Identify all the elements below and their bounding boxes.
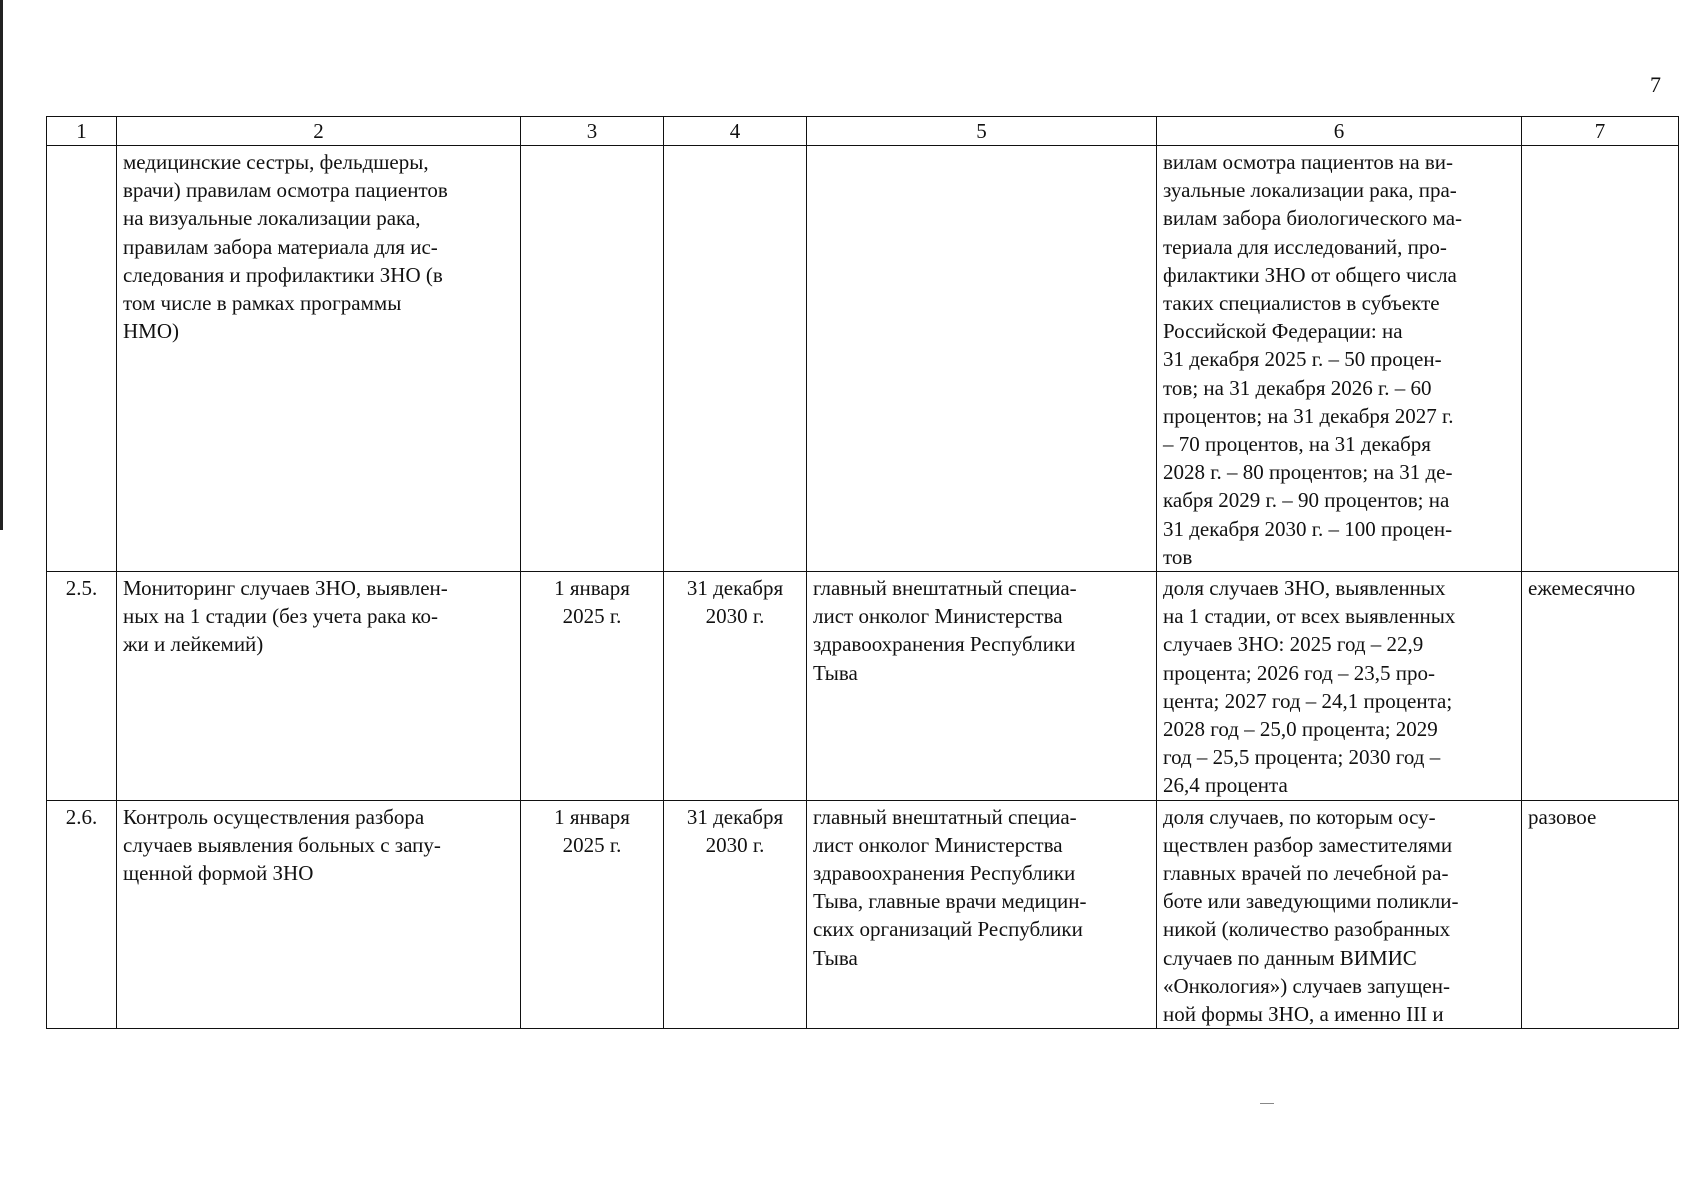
end-date-cell	[664, 146, 807, 572]
table-row	[47, 800, 1679, 1029]
indicator-cell: доля случаев, по которым осу- ществлен разбор заместителями главных врачей по лечебной ра- боте или заведующими поликли- никой (количество разобранных случаев по данным ВИМИС «Онкология») случаев запущен- ной формы ЗНО, а именно III и	[1157, 800, 1522, 1029]
end-date-cell: 31 декабря 2030 г.	[664, 572, 807, 801]
measure-name-cell: медицинские сестры, фельдшеры, врачи) правилам осмотра пациентов на визуальные локализации рака, правилам забора материала для ис- следования и профилактики ЗНО (в том числе в рамках программы НМО)	[117, 146, 521, 572]
header-cell-1: 1	[47, 117, 117, 146]
scan-artifact	[1260, 1103, 1274, 1104]
responsible-cell	[807, 146, 1157, 572]
frequency-cell: ежемесячно	[1522, 572, 1679, 801]
table-row	[47, 572, 1679, 801]
end-date-cell: 31 декабря 2030 г.	[664, 800, 807, 1029]
row-number-cell: 2.6.	[47, 800, 117, 1029]
frequency-cell	[1522, 146, 1679, 572]
indicator-cell: вилам осмотра пациентов на ви- зуальные локализации рака, пра- вилам забора биологического ма- териала для исследований, про- филактики ЗНО от общего числа таких специалистов в субъекте Российской Федерации: на 31 декабря 2025 г. – 50 процен- тов; на 31 декабря 2026 г. – 60 процентов; на 31 декабря 2027 г. – 70 процентов, на 31 декабря 2028 г. – 80 процентов; на 31 де- кабря 2029 г. – 90 процентов; на 31 декабря 2030 г. – 100 процен- тов	[1157, 146, 1522, 572]
page-number: 7	[1650, 72, 1661, 97]
start-date-cell: 1 января 2025 г.	[521, 572, 664, 801]
header-cell-7: 7	[1522, 117, 1679, 146]
measures-table	[46, 116, 1679, 1029]
measure-name-cell: Мониторинг случаев ЗНО, выявлен- ных на 1 стадии (без учета рака ко- жи и лейкемий)	[117, 572, 521, 801]
table-header-row	[47, 117, 1679, 146]
start-date-cell: 1 января 2025 г.	[521, 800, 664, 1029]
frequency-cell: разовое	[1522, 800, 1679, 1029]
table-row	[47, 146, 1679, 572]
indicator-cell: доля случаев ЗНО, выявленных на 1 стадии, от всех выявленных случаев ЗНО: 2025 год – 22,9 процента; 2026 год – 23,5 про- цента; 2027 год – 24,1 процента; 2028 год – 25,0 процента; 2029 год – 25,5 процента; 2030 год – 26,4 процента	[1157, 572, 1522, 801]
row-number-cell	[47, 146, 117, 572]
header-cell-4: 4	[664, 117, 807, 146]
header-cell-3: 3	[521, 117, 664, 146]
start-date-cell	[521, 146, 664, 572]
header-cell-6: 6	[1157, 117, 1522, 146]
responsible-cell: главный внештатный специа- лист онколог Министерства здравоохранения Республики Тыва	[807, 572, 1157, 801]
responsible-cell: главный внештатный специа- лист онколог Министерства здравоохранения Республики Тыва, главные врачи медицин- ских организаций Республики Тыва	[807, 800, 1157, 1029]
header-cell-2: 2	[117, 117, 521, 146]
measure-name-cell: Контроль осуществления разбора случаев выявления больных с запу- щенной формой ЗНО	[117, 800, 521, 1029]
header-cell-5: 5	[807, 117, 1157, 146]
row-number-cell: 2.5.	[47, 572, 117, 801]
scan-edge-line	[0, 0, 3, 530]
